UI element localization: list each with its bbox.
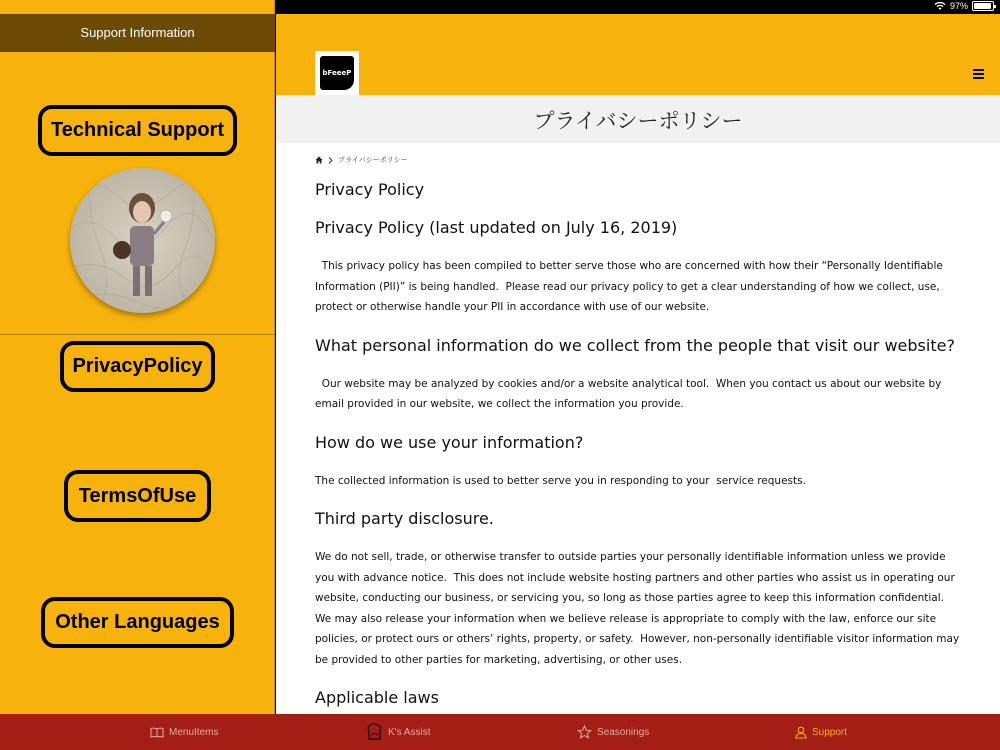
section-body: We do not sell, trade, or otherwise transfer to outside parties your personally identifiable information unless we provide you with advance notice. This does not include website hosting partners and other parties who assist us in operating our website, conducting our business, or servicing you, so long as those parties agree to keep this information confidential. We may also release your information when we believe release is appropriate to comply with the law, enforce our site policies, or protect ours or others’ rights, property, or safety. However, non-personally identifiable visitor information may be provided to other parties for marketing, advertising, or other uses. (315, 551, 963, 666)
tab-label: Seasonings (597, 726, 650, 738)
sidebar-header (0, 14, 275, 52)
site-header (276, 14, 1000, 95)
home-icon[interactable] (315, 156, 323, 164)
terms-of-use-button[interactable]: TermsOfUse (64, 470, 211, 522)
support-sidebar (0, 0, 275, 714)
content-heading: Privacy Policy (315, 180, 425, 199)
tab-label: Support (812, 726, 848, 738)
tab-label: MenuItems (169, 726, 219, 738)
chef-icon (366, 723, 383, 741)
section-body: The collected information is used to better serve you in responding to your service requests. (315, 474, 806, 487)
page-title: プライバシーポリシー (533, 109, 743, 133)
webview[interactable] (276, 14, 1000, 714)
sidebar-divider (0, 334, 275, 335)
breadcrumb (315, 155, 408, 165)
tab-support[interactable] (795, 714, 847, 750)
battery-icon (972, 1, 994, 11)
privacy-content (315, 180, 965, 714)
avatar (70, 168, 215, 313)
technical-support-button[interactable]: Technical Support (38, 105, 237, 156)
tab-bar (0, 714, 1000, 750)
battery-percent: 97% (949, 1, 968, 11)
section-title: How do we use your information? (315, 432, 584, 452)
tab-menuitems[interactable] (150, 714, 218, 750)
site-logo-text: bFeeeP (320, 56, 354, 90)
person-icon (795, 726, 807, 739)
page-banner (276, 95, 1000, 143)
chevron-right-icon (328, 157, 333, 164)
battery-fill (974, 3, 991, 9)
sidebar-title: Support Information (80, 25, 195, 40)
star-icon (577, 725, 592, 739)
breadcrumb-current: プライバシーポリシー (338, 156, 408, 164)
status-indicators (934, 1, 994, 11)
wifi-icon (934, 1, 946, 11)
hamburger-menu-icon[interactable] (973, 69, 984, 79)
privacy-policy-button[interactable]: PrivacyPolicy (60, 341, 215, 392)
section-title: Third party disclosure. (315, 509, 494, 528)
section-body: Our website may be analyzed by cookies and/or a website analytical tool. When you contact us about our website by email provided in our website, we collect the information you provide. (315, 377, 945, 410)
site-logo[interactable] (315, 51, 359, 95)
tab-label: K's Assist (388, 726, 431, 738)
tab-ks-assist[interactable] (366, 714, 430, 750)
section-title: Applicable laws (315, 688, 439, 707)
section-title: What personal information do we collect from the people that visit our website? (315, 335, 955, 355)
intro-paragraph: This privacy policy has been compiled to better serve those who are concerned with how their “Personally Identifiable Information (PII)” is being handled. Please read our privacy policy to get a clear understanding of how we collect, use, protect or otherwise handle your PII in accordance with use of our website. (315, 260, 947, 313)
book-icon (150, 727, 164, 738)
other-languages-button[interactable]: Other Languages (41, 597, 234, 648)
content-subheading: Privacy Policy (last updated on July 16, 2019) (315, 218, 678, 237)
tab-seasonings[interactable] (577, 714, 649, 750)
avatar-drawing (70, 168, 215, 313)
